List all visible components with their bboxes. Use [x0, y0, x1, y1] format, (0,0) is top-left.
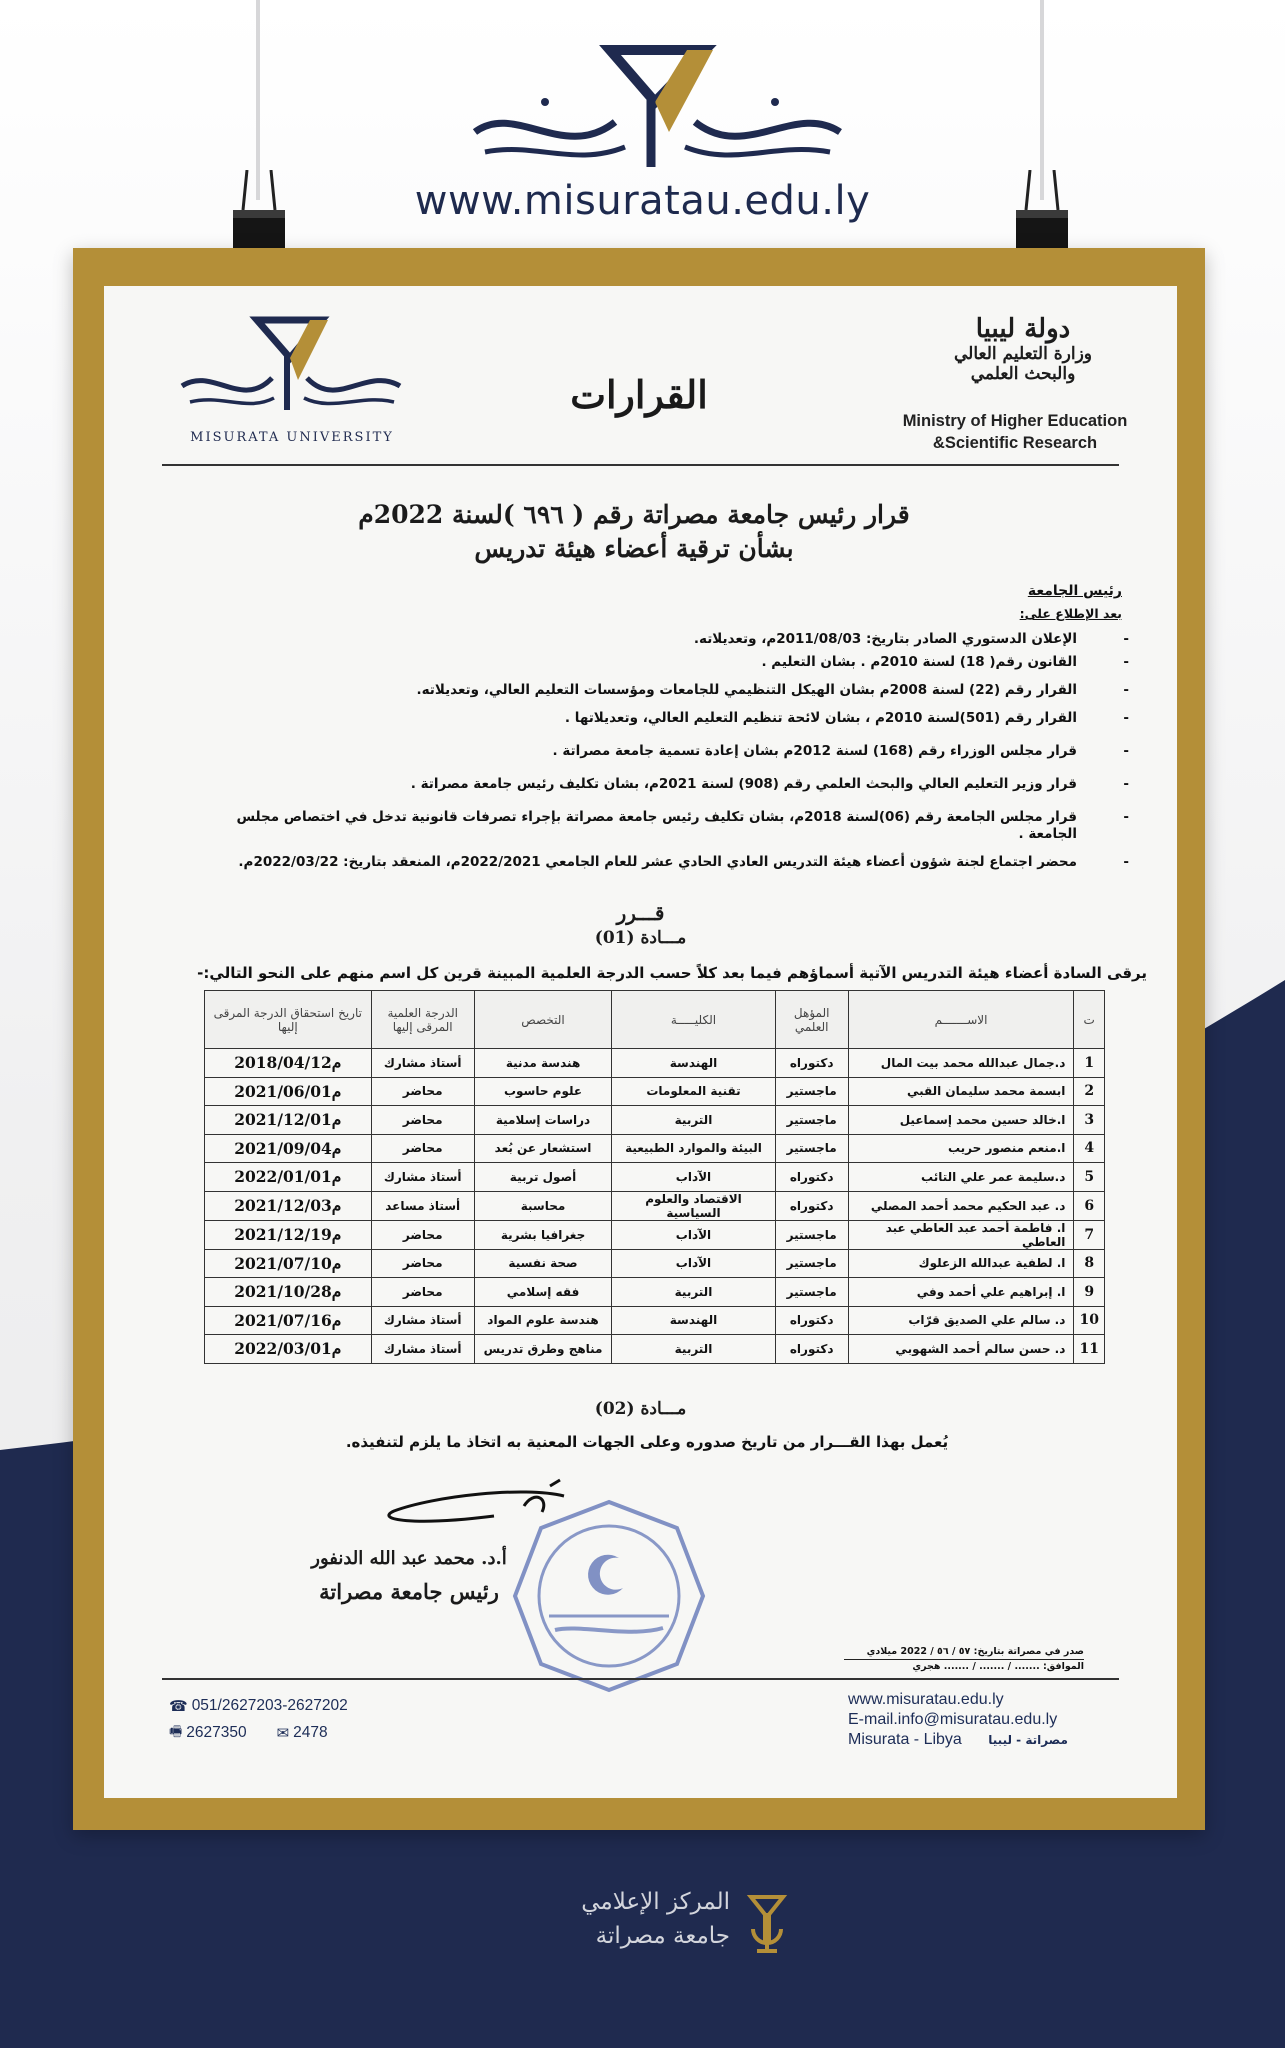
table-row: [205, 1335, 1105, 1364]
specialization: جغرافيا بشرية: [474, 1220, 612, 1249]
footer-email[interactable]: E-mail.info@misuratau.edu.ly: [848, 1711, 1058, 1728]
fax-icon: 🖷: [169, 1722, 183, 1739]
preamble-item: - القرار رقم (22) لسنة 2008م بشان الهيكل التنظيمي للجامعات ومؤسسات التعليم العالي، وتعديلاته.: [197, 682, 1137, 699]
article-2-text: يُعمل بهذا القـــرار من تاريخ صدوره وعلى الجهات المعنية به اتخاذ ما يلزم لتنفيذه.: [345, 1433, 949, 1451]
ministry-en-line1: Ministry of Higher Education: [902, 412, 1128, 430]
rank: محاضر: [371, 1134, 474, 1163]
due-date: 2021/10/28م: [205, 1278, 372, 1307]
rank: أستاذ مشارك: [371, 1306, 474, 1335]
qualification: ماجستير: [775, 1077, 848, 1106]
row-number: 6: [1074, 1191, 1105, 1220]
ministry-stamp-icon: [509, 1498, 709, 1693]
fax-number: 2627350: [186, 1723, 247, 1741]
preamble-item: - القرار رقم (501)لسنة 2010م ، بشان لائحة تنظيم التعليم العالي، وتعديلاتها .: [197, 710, 1137, 727]
qualification: دكتوراه: [775, 1306, 848, 1335]
faculty: البيئة والموارد الطبيعية: [612, 1134, 775, 1163]
rank: أستاذ مشارك: [371, 1163, 474, 1192]
table-row: [205, 1220, 1105, 1249]
signatory-role: رئيس جامعة مصراتة: [319, 1579, 499, 1604]
specialization: استشعار عن بُعد: [474, 1134, 612, 1163]
state-name: دولة ليبيا: [975, 314, 1071, 344]
qualification: ماجستير: [775, 1134, 848, 1163]
due-date: 2018/04/12م: [205, 1049, 372, 1078]
footer-city-en: Misurata - Libya: [848, 1731, 962, 1748]
due-date: 2021/07/16م: [205, 1306, 372, 1335]
hijri-date: الموافق: ....... / ....... / ....... هجري: [912, 1661, 1084, 1672]
footer-city-ar: مصراتة - ليبيا: [988, 1733, 1068, 1747]
qualification: دكتوراه: [775, 1049, 848, 1078]
table-row: [205, 1249, 1105, 1278]
member-name: ا.منعم منصور حريب: [848, 1134, 1074, 1163]
preamble-item: - الإعلان الدستوري الصادر بتاريخ: 2011/08/03م، وتعديلاته.: [197, 631, 1137, 648]
website-url[interactable]: www.misuratau.edu.ly: [414, 178, 871, 224]
header-arabic: [893, 314, 1153, 384]
footer-website[interactable]: www.misuratau.edu.ly: [848, 1691, 1004, 1708]
col-number: ت: [1074, 991, 1105, 1049]
phone-number[interactable]: 051/2627203-2627202: [191, 1696, 348, 1714]
media-center-subtitle: جامعة مصراتة: [595, 1923, 730, 1949]
due-date: 2021/12/01م: [205, 1106, 372, 1135]
qualification: ماجستير: [775, 1278, 848, 1307]
rank: محاضر: [371, 1077, 474, 1106]
after-review-label: بعد الإطلاع على:: [1019, 606, 1122, 621]
faculty: الآداب: [612, 1220, 775, 1249]
preamble-item: - قرار مجلس الجامعة رقم (06)لسنة 2018م، بشان تكليف رئيس جامعة مصراتة بإجراء تصرفات قانونية تدخل في اختصاص مجلس الجامعة .: [197, 809, 1137, 843]
faculty: الاقتصاد والعلوم السياسية: [612, 1191, 775, 1220]
due-date: 2021/09/04م: [205, 1134, 372, 1163]
member-name: د. حسن سالم أحمد الشهوبي: [848, 1335, 1074, 1364]
preamble-item: - قرار وزير التعليم العالي والبحث العلمي رقم (908) لسنة 2021م، بشان تكليف رئيس جامعة مصراتة .: [197, 776, 1137, 793]
row-number: 8: [1074, 1249, 1105, 1278]
faculty: التربية: [612, 1335, 775, 1364]
col-faculty: الكليـــــة: [612, 991, 775, 1049]
president-label: رئيس الجامعة: [1027, 583, 1122, 599]
member-name: ا. فاطمة أحمد عبد العاطي عبد العاطي: [848, 1220, 1074, 1249]
article-1-heading: مـــادة (01): [594, 928, 687, 948]
specialization: هندسة مدنية: [474, 1049, 612, 1078]
preamble-item: - القانون رقم( 18) لسنة 2010م . بشان التعليم .: [197, 654, 1137, 671]
specialization: دراسات إسلامية: [474, 1106, 612, 1135]
col-specialization: التخصص: [474, 991, 612, 1049]
decision-title-block: [204, 498, 1064, 566]
university-name-en: MISURATA UNIVERSITY: [190, 430, 394, 445]
contact-links: [848, 1690, 1138, 1750]
decides-heading: قـــرر: [616, 901, 665, 925]
table-header-row: [205, 991, 1105, 1049]
signatory-name: أ.د. محمد عبد الله الدنفور: [311, 1548, 507, 1569]
due-date: 2022/01/01م: [205, 1163, 372, 1192]
member-name: ابسمة محمد سليمان القبي: [848, 1077, 1074, 1106]
preamble-item: - قرار مجلس الوزراء رقم (168) لسنة 2012م بشان إعادة تسمية جامعة مصراتة .: [197, 743, 1137, 760]
po-box-number: 2478: [293, 1723, 328, 1741]
rank: محاضر: [371, 1106, 474, 1135]
footer-city-row: [848, 1730, 1138, 1750]
specialization: علوم حاسوب: [474, 1077, 612, 1106]
decision-title: قرار رئيس جامعة مصراتة رقم ( ٦٩٦ )لسنة 2022م: [358, 500, 910, 529]
specialization: محاسبة: [474, 1191, 612, 1220]
pen-microphone-icon: [739, 1891, 795, 1953]
due-date: 2021/06/01م: [205, 1077, 372, 1106]
col-name: الاســـــــم: [848, 991, 1074, 1049]
table-row: [205, 1049, 1105, 1078]
fax-row: [169, 1719, 419, 1746]
qualification: ماجستير: [775, 1220, 848, 1249]
qualification: ماجستير: [775, 1106, 848, 1135]
qualification: دكتوراه: [775, 1163, 848, 1192]
member-name: ا.خالد حسين محمد إسماعيل: [848, 1106, 1074, 1135]
promotion-table: [204, 990, 1105, 1364]
decision-subject: بشأن ترقية أعضاء هيئة تدريس: [474, 534, 794, 563]
col-qualification: المؤهل العلمي: [775, 991, 848, 1049]
member-name: د. عبد الحكيم محمد أحمد المصلي: [848, 1191, 1074, 1220]
table-row: [205, 1163, 1105, 1192]
faculty: الهندسة: [612, 1049, 775, 1078]
document-logo: [172, 314, 412, 444]
university-logo-icon: [455, 42, 855, 177]
member-name: ا. لطفية عبدالله الزعلوك: [848, 1249, 1074, 1278]
section-title: القرارات: [570, 372, 708, 417]
table-row: [205, 1278, 1105, 1307]
due-date: 2022/03/01م: [205, 1335, 372, 1364]
ministry-name-line2: والبحث العلمي: [970, 364, 1076, 384]
rank: محاضر: [371, 1249, 474, 1278]
decision-document: [104, 286, 1177, 1798]
qualification: دكتوراه: [775, 1191, 848, 1220]
member-name: ا. إبراهيم علي أحمد وفي: [848, 1278, 1074, 1307]
faculty: التربية: [612, 1278, 775, 1307]
specialization: فقه إسلامي: [474, 1278, 612, 1307]
specialization: صحة نفسية: [474, 1249, 612, 1278]
row-number: 4: [1074, 1134, 1105, 1163]
table-row: [205, 1191, 1105, 1220]
row-number: 9: [1074, 1278, 1105, 1307]
qualification: دكتوراه: [775, 1335, 848, 1364]
preamble-item: - محضر اجتماع لجنة شؤون أعضاء هيئة التدريس العادي الحادي عشر للعام الجامعي 2022/2021م، المنعقد بتاريخ: 2022/03/22م.: [197, 854, 1137, 871]
table-row: [205, 1306, 1105, 1335]
due-date: 2021/07/10م: [205, 1249, 372, 1278]
table-row: [205, 1134, 1105, 1163]
col-due-date: تاريخ استحقاق الدرجة المرقى إليها: [205, 991, 372, 1049]
phone-icon: ☎: [169, 1697, 188, 1715]
faculty: الآداب: [612, 1163, 775, 1192]
faculty: الهندسة: [612, 1306, 775, 1335]
rank: محاضر: [371, 1278, 474, 1307]
media-center-branding: [540, 1885, 800, 1965]
table-row: [205, 1077, 1105, 1106]
due-date: 2021/12/19م: [205, 1220, 372, 1249]
rank: محاضر: [371, 1220, 474, 1249]
footer-divider: [162, 1678, 1119, 1680]
member-name: د.سليمة عمر علي التائب: [848, 1163, 1074, 1192]
mail-icon: ✉: [276, 1724, 290, 1742]
ministry-name-line1: وزارة التعليم العالي: [953, 344, 1093, 364]
faculty: تقنية المعلومات: [612, 1077, 775, 1106]
faculty: الآداب: [612, 1249, 775, 1278]
ministry-en-line2: &Scientific Research: [932, 434, 1098, 452]
issue-date: صدر في مصراتة بتاريخ: ٥٧ / ٥٦ / 2022 ميلادي: [844, 1645, 1084, 1660]
row-number: 10: [1074, 1306, 1105, 1335]
row-number: 5: [1074, 1163, 1105, 1192]
row-number: 3: [1074, 1106, 1105, 1135]
row-number: 2: [1074, 1077, 1105, 1106]
article-2-heading: مـــادة (02): [594, 1399, 687, 1419]
contact-numbers: [169, 1692, 419, 1746]
member-name: د. سالم علي الصديق قرّاب: [848, 1306, 1074, 1335]
row-number: 11: [1074, 1335, 1105, 1364]
specialization: هندسة علوم المواد: [474, 1306, 612, 1335]
header-english: [885, 410, 1145, 454]
article-1-text: يرقى السادة أعضاء هيئة التدريس الآتية أسماؤهم فيما بعد كلاً حسب الدرجة العلمية المبينة قرين كل اسم منهم على النحو التالي:-: [197, 964, 1147, 982]
signatory-block: [279, 1548, 539, 1604]
issue-reference: [844, 1645, 1084, 1674]
phone-row: [169, 1692, 419, 1719]
due-date: 2021/12/03م: [205, 1191, 372, 1220]
table-row: [205, 1106, 1105, 1135]
header-divider: [162, 464, 1119, 466]
specialization: مناهج وطرق تدريس: [474, 1335, 612, 1364]
rank: أستاذ مساعد: [371, 1191, 474, 1220]
preamble-list: [197, 631, 1137, 871]
qualification: ماجستير: [775, 1249, 848, 1278]
member-name: د.جمال عبدالله محمد بيت المال: [848, 1049, 1074, 1078]
rank: أستاذ مشارك: [371, 1049, 474, 1078]
faculty: التربية: [612, 1106, 775, 1135]
specialization: أصول تربية: [474, 1163, 612, 1192]
misurata-university-logo-icon: [172, 314, 412, 424]
media-center-title: المركز الإعلامي: [581, 1889, 730, 1915]
row-number: 7: [1074, 1220, 1105, 1249]
rank: أستاذ مشارك: [371, 1335, 474, 1364]
row-number: 1: [1074, 1049, 1105, 1078]
col-rank: الدرجة العلمية المرقى إليها: [371, 991, 474, 1049]
